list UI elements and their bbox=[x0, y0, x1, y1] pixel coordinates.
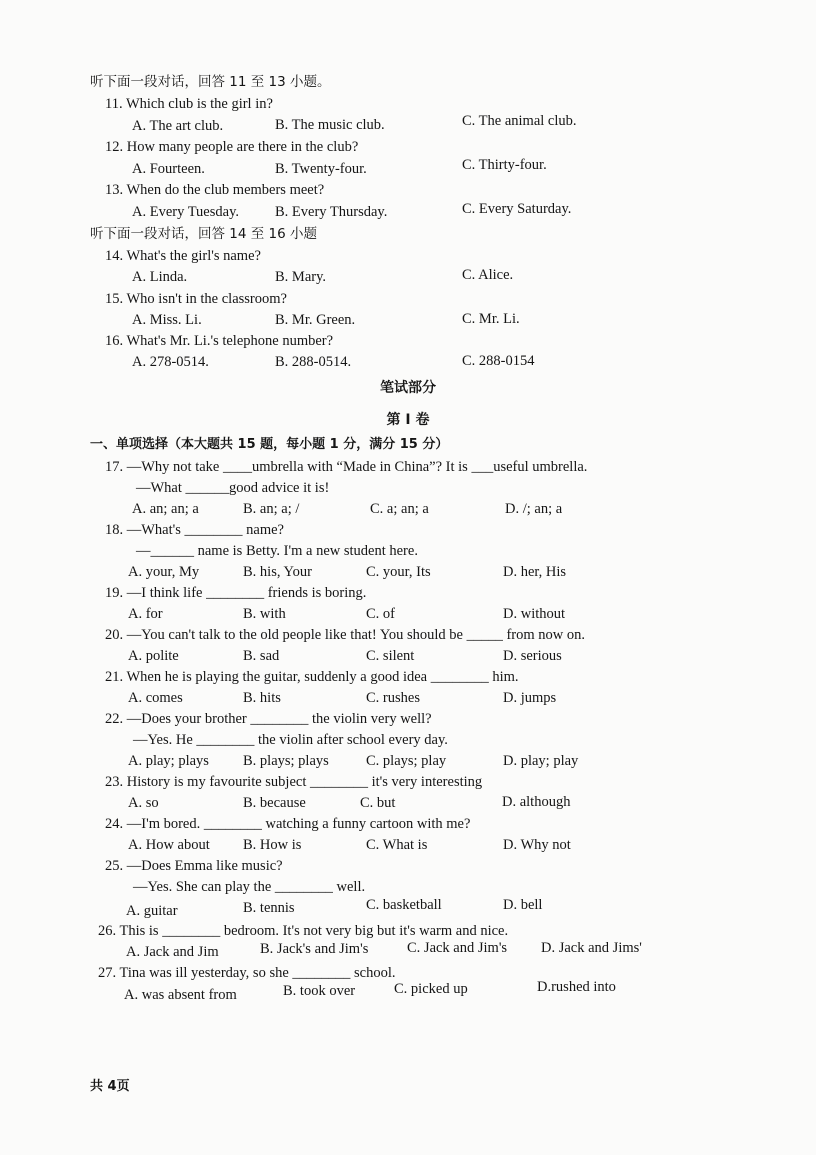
option-a: A. polite bbox=[128, 648, 179, 664]
option-b: B. hits bbox=[243, 690, 281, 706]
option-c: C. but bbox=[360, 795, 396, 811]
option-c: C. Every Saturday. bbox=[462, 201, 572, 217]
option-b: B. took over bbox=[283, 983, 356, 999]
option-a: A. your, My bbox=[128, 564, 200, 580]
option-b: B. Jack's and Jim's bbox=[260, 941, 369, 957]
part-title: 笔试部分 bbox=[380, 380, 436, 396]
option-c: C. picked up bbox=[394, 981, 468, 997]
option-d: D. Why not bbox=[503, 837, 571, 853]
option-c: C. What is bbox=[366, 837, 428, 853]
question-stem-continued: —What ______good advice it is! bbox=[136, 480, 330, 496]
question-stem: 26. This is ________ bedroom. It's not very big but it's warm and nice. bbox=[98, 923, 509, 939]
question-stem: 22. —Does your brother ________ the violin very well? bbox=[105, 711, 432, 727]
question-stem-continued: —Yes. He ________ the violin after school every day. bbox=[133, 732, 448, 748]
dialog-instruction: 听下面一段对话，回答 14 至 16 小题 bbox=[90, 226, 318, 242]
option-d: D. Jack and Jims' bbox=[541, 940, 642, 956]
option-a: A. 278-0514. bbox=[132, 354, 209, 370]
option-d: D.rushed into bbox=[537, 979, 616, 995]
option-a: A. comes bbox=[128, 690, 183, 706]
option-a: A. How about bbox=[128, 837, 210, 853]
question-stem: 19. —I think life ________ friends is boring. bbox=[105, 585, 367, 601]
option-c: C. 288-0154 bbox=[462, 353, 535, 369]
option-d: D. serious bbox=[503, 648, 562, 664]
option-b: B. How is bbox=[243, 837, 302, 853]
question-stem-continued: —______ name is Betty. I'm a new student here. bbox=[136, 543, 418, 559]
option-b: B. Every Thursday. bbox=[275, 204, 388, 220]
option-c: C. plays; play bbox=[366, 753, 447, 769]
option-d: D. without bbox=[503, 606, 566, 622]
option-a: A. Fourteen. bbox=[132, 161, 205, 177]
option-c: C. Mr. Li. bbox=[462, 311, 520, 327]
option-a: A. Miss. Li. bbox=[132, 312, 202, 328]
option-b: B. Mr. Green. bbox=[275, 312, 356, 328]
question-stem: 25. —Does Emma like music? bbox=[105, 858, 283, 874]
option-c: C. your, Its bbox=[366, 564, 431, 580]
option-d: D. jumps bbox=[503, 690, 557, 706]
question-stem: 21. When he is playing the guitar, suddenly a good idea ________ him. bbox=[105, 669, 519, 685]
dialog-instruction: 听下面一段对话，回答 11 至 13 小题。 bbox=[90, 74, 331, 90]
question-stem: 12. How many people are there in the club? bbox=[105, 139, 359, 155]
option-b: B. an; a; / bbox=[243, 501, 300, 517]
option-c: C. basketball bbox=[366, 897, 442, 913]
question-stem: 17. —Why not take ____umbrella with “Made in China”? It is ___useful umbrella. bbox=[105, 459, 588, 475]
option-b: B. The music club. bbox=[275, 117, 385, 133]
option-b: B. Mary. bbox=[275, 269, 327, 285]
option-b: B. tennis bbox=[243, 900, 295, 916]
option-a: A. play; plays bbox=[128, 753, 209, 769]
option-c: C. rushes bbox=[366, 690, 420, 706]
section-title: 一、单项选择（本大题共 15 题，每小题 1 分，满分 15 分） bbox=[90, 437, 449, 452]
question-stem: 11. Which club is the girl in? bbox=[105, 96, 273, 112]
option-b: B. with bbox=[243, 606, 286, 622]
option-a: A. Linda. bbox=[132, 269, 188, 285]
option-c: C. a; an; a bbox=[370, 501, 429, 517]
option-c: C. Jack and Jim's bbox=[407, 940, 508, 956]
option-b: B. 288-0514. bbox=[275, 354, 352, 370]
option-a: A. for bbox=[128, 606, 163, 622]
option-a: A. Every Tuesday. bbox=[132, 204, 240, 220]
option-a: A. so bbox=[128, 795, 159, 811]
question-stem: 16. What's Mr. Li.'s telephone number? bbox=[105, 333, 334, 349]
option-b: B. his, Your bbox=[243, 564, 312, 580]
question-stem: 15. Who isn't in the classroom? bbox=[105, 291, 287, 307]
question-stem: 24. —I'm bored. ________ watching a funny cartoon with me? bbox=[105, 816, 471, 832]
option-b: B. sad bbox=[243, 648, 280, 664]
question-stem: 13. When do the club members meet? bbox=[105, 182, 325, 198]
option-a: A. Jack and Jim bbox=[126, 944, 219, 960]
option-c: C. Alice. bbox=[462, 267, 514, 283]
option-a: A. was absent from bbox=[124, 987, 237, 1003]
question-stem: 23. History is my favourite subject ________ it's very interesting bbox=[105, 774, 483, 790]
option-a: A. The art club. bbox=[132, 118, 224, 134]
option-d: D. /; an; a bbox=[505, 501, 563, 517]
volume-title: 第 I 卷 bbox=[386, 412, 430, 428]
option-c: C. Thirty-four. bbox=[462, 157, 547, 173]
question-stem: 18. —What's ________ name? bbox=[105, 522, 284, 538]
option-c: C. The animal club. bbox=[462, 113, 577, 129]
question-stem: 27. Tina was ill yesterday, so she ________ school. bbox=[98, 965, 396, 981]
option-b: B. Twenty-four. bbox=[275, 161, 367, 177]
option-d: D. bell bbox=[503, 897, 543, 913]
page-count: 共 4页 bbox=[90, 1079, 130, 1094]
question-stem: 14. What's the girl's name? bbox=[105, 248, 261, 264]
option-d: D. although bbox=[502, 794, 571, 810]
option-a: A. an; an; a bbox=[132, 501, 199, 517]
option-b: B. plays; plays bbox=[243, 753, 329, 769]
option-a: A. guitar bbox=[126, 903, 178, 919]
option-d: D. her, His bbox=[503, 564, 567, 580]
option-c: C. of bbox=[366, 606, 395, 622]
option-b: B. because bbox=[243, 795, 306, 811]
option-d: D. play; play bbox=[503, 753, 579, 769]
option-c: C. silent bbox=[366, 648, 415, 664]
question-stem-continued: —Yes. She can play the ________ well. bbox=[133, 879, 366, 895]
question-stem: 20. —You can't talk to the old people like that! You should be _____ from now on. bbox=[105, 627, 586, 643]
